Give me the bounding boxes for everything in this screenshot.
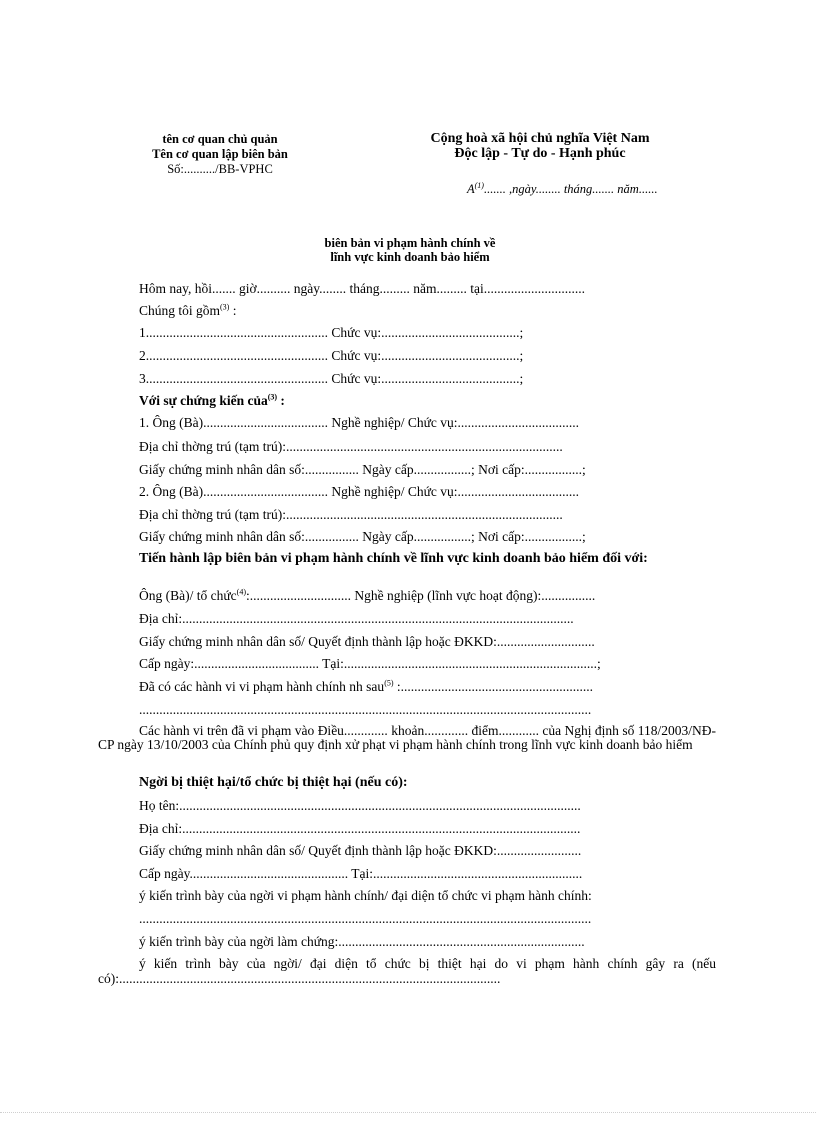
footnote-ref: (3) [267,392,278,402]
violator-acts-dots: ...................................................................................................................................... [139,702,592,717]
witness-heading-tail: : [277,393,285,408]
witness-2-name: 2. Ông (Bà)..................................... Nghề nghiệp/ Chức vụ:.................................... [139,484,580,499]
opinion-damaged-party: ý kiến trình bày của ngời/ đại diện tổ chức bị thiệt hại do vi phạm hành chính gây ra (nếu có):................................................................................................................. [98,956,716,986]
we-are-line [139,303,236,319]
violator-name-line [139,588,595,604]
place-date-line [467,181,658,197]
damaged-name: Họ tên:....................................................................................................................... [139,798,581,813]
footnote-ref: (3) [220,302,230,312]
damaged-issued: Cấp ngày............................................... Tại:.............................................................. [139,866,583,881]
violator-name-fields: :.............................. Nghề nghiệp (lĩnh vực hoạt động):................ [246,588,596,603]
witness-heading [139,393,285,409]
officer-line-1: 1...................................................... Chức vụ:.........................................; [139,325,524,340]
footnote-ref: (4) [236,587,246,597]
date-fields: ....... ,ngày........ tháng....... năm...... [483,182,658,196]
national-motto: Độc lập - Tự do - Hạnh phúc [454,146,626,161]
report-number: Số:........../BB-VPHC [167,162,273,176]
violator-acts-label: Đã có các hành vi vi phạm hành chính nh sau [139,679,385,694]
violator-heading: Tiến hành lập biên bản vi phạm hành chính về lĩnh vực kinh doanh bảo hiểm đối với: [139,551,648,566]
place-mark: A [467,182,475,196]
nation-title: Cộng hoà xã hội chủ nghĩa Việt Nam [430,131,650,146]
officer-line-3: 3...................................................... Chức vụ:.........................................; [139,371,524,386]
officer-line-2: 2...................................................... Chức vụ:.........................................; [139,348,524,363]
legal-basis-paragraph: Các hành vi trên đã vi phạm vào Điều............. khoản............. điểm............ của Nghị định số 118/2003/NĐ-CP ngày 13/10/2003 của Chính phủ quy định xử phạt vi phạm hành chính trong lĩnh vực kinh doanh bảo hiểm [98,723,716,752]
page-bottom-border [0,1112,816,1113]
damaged-address: Địa chỉ:...................................................................................................................... [139,821,581,836]
footnote-ref: (1) [474,180,484,190]
witness-1-name: 1. Ông (Bà)..................................... Nghề nghiệp/ Chức vụ:.................................... [139,415,580,430]
violator-issued: Cấp ngày:..................................... Tại:...........................................................................; [139,656,601,671]
violator-address: Địa chỉ:.................................................................................................................... [139,611,574,626]
damaged-heading: Ngời bị thiệt hại/tổ chức bị thiệt hại (nếu có): [139,775,408,790]
agency-parent: tên cơ quan chủ quản [162,132,278,146]
damaged-id: Giấy chứng minh nhân dân số/ Quyết định thành lập hoặc ĐKKD:......................... [139,843,582,858]
witness-heading-label: Với sự chứng kiến của [139,393,268,408]
violator-name-label: Ông (Bà)/ tổ chức [139,588,237,603]
witness-1-id: Giấy chứng minh nhân dân số:................ Ngày cấp.................; Nơi cấp:.................; [139,462,586,477]
opinion-violator-dots: ...................................................................................................................................... [139,911,592,926]
witness-2-address: Địa chỉ thờng trú (tạm trú):.................................................................................. [139,507,563,522]
violator-id: Giấy chứng minh nhân dân số/ Quyết định thành lập hoặc ĐKKD:............................. [139,634,595,649]
violator-acts-fields: :......................................................... [393,679,594,694]
time-place-line: Hôm nay, hồi....... giờ.......... ngày........ tháng......... năm......... tại.............................. [139,281,585,296]
we-are-label: Chúng tôi gồm [139,303,221,318]
opinion-violator: ý kiến trình bày của ngời vi phạm hành chính/ đại diện tổ chức vi phạm hành chính: [139,888,592,903]
violator-acts-line [139,679,593,695]
footnote-ref: (5) [384,678,394,688]
document-title-line1: biên bản vi phạm hành chính về [324,236,496,250]
witness-1-address: Địa chỉ thờng trú (tạm trú):.................................................................................. [139,439,563,454]
agency-name: Tên cơ quan lập biên bản [152,147,288,161]
witness-2-id: Giấy chứng minh nhân dân số:................ Ngày cấp.................; Nơi cấp:.................; [139,529,586,544]
document-title-line2: lĩnh vực kinh doanh bảo hiểm [330,250,490,264]
we-are-tail: : [229,303,237,318]
opinion-witness: ý kiến trình bày của ngời làm chứng:......................................................................... [139,934,585,949]
